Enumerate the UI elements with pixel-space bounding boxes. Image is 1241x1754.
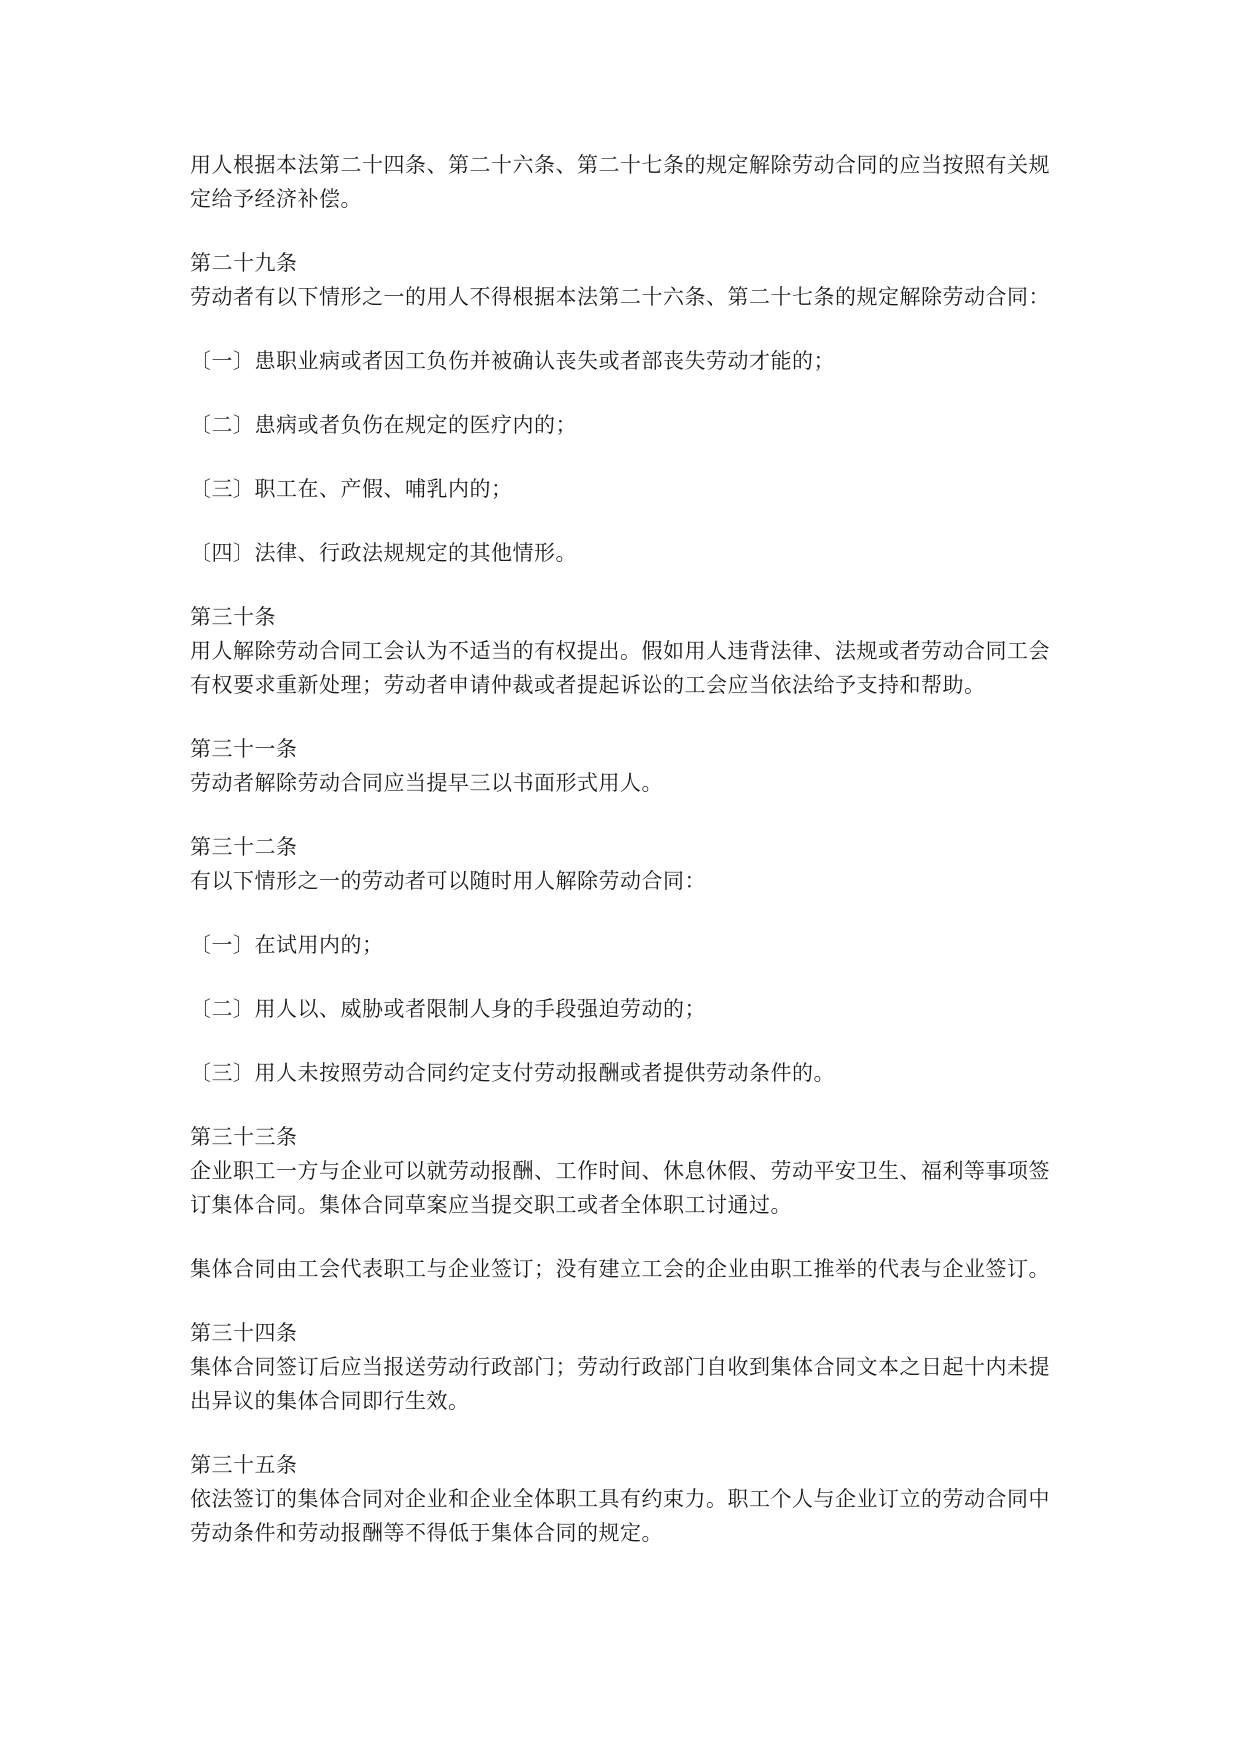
- article-31: [190, 732, 1070, 800]
- article-body: 劳动者解除劳动合同应当提早三以书面形式用人。: [190, 771, 663, 795]
- list-item: 〔四〕法律、行政法规规定的其他情形。: [190, 541, 577, 565]
- list-item: 〔一〕在试用内的；: [190, 933, 384, 957]
- article-33-extra-paragraph: 集体合同由工会代表职工与企业签订；没有建立工会的企业由职工推举的代表与企业签订。: [190, 1257, 1050, 1281]
- article-29: [190, 246, 1070, 314]
- list-item: 〔二〕患病或者负伤在规定的医疗内的；: [190, 413, 577, 437]
- article-heading: 第三十三条: [190, 1125, 298, 1149]
- article-body: 劳动者有以下情形之一的用人不得根据本法第二十六条、第二十七条的规定解除劳动合同：: [190, 285, 1050, 309]
- article-heading: 第三十二条: [190, 835, 298, 859]
- list-item: 〔三〕职工在、产假、哺乳内的；: [190, 477, 513, 501]
- article-heading: 第三十条: [190, 605, 276, 629]
- article-body: 有以下情形之一的劳动者可以随时用人解除劳动合同：: [190, 869, 706, 893]
- article-heading: 第三十一条: [190, 737, 298, 761]
- article-body: 集体合同签订后应当报送劳动行政部门；劳动行政部门自收到集体合同文本之日起十内未提出异议的集体合同即行生效。: [190, 1355, 1050, 1413]
- article-body: 依法签订的集体合同对企业和企业全体职工具有约束力。职工个人与企业订立的劳动合同中劳动条件和劳动报酬等不得低于集体合同的规定。: [190, 1487, 1050, 1545]
- article-body: 企业职工一方与企业可以就劳动报酬、工作时间、休息休假、劳动平安卫生、福利等事项签订集体合同。集体合同草案应当提交职工或者全体职工讨通过。: [190, 1159, 1050, 1217]
- article-32: [190, 830, 1070, 898]
- article-heading: 第二十九条: [190, 251, 298, 275]
- list-item: 〔二〕用人以、威胁或者限制人身的手段强迫劳动的；: [190, 997, 706, 1021]
- article-35: [190, 1448, 1070, 1550]
- article-heading: 第三十五条: [190, 1453, 298, 1477]
- article-33: [190, 1120, 1070, 1222]
- intro-paragraph: 用人根据本法第二十四条、第二十六条、第二十七条的规定解除劳动合同的应当按照有关规定给予经济补偿。: [190, 153, 1050, 211]
- article-34: [190, 1316, 1070, 1418]
- list-item: 〔一〕患职业病或者因工负伤并被确认丧失或者部丧失劳动才能的；: [190, 349, 835, 373]
- list-item: 〔三〕用人未按照劳动合同约定支付劳动报酬或者提供劳动条件的。: [190, 1061, 835, 1085]
- article-heading: 第三十四条: [190, 1321, 298, 1345]
- article-30: [190, 600, 1070, 702]
- document-body: [190, 148, 1070, 1580]
- article-body: 用人解除劳动合同工会认为不适当的有权提出。假如用人违背法律、法规或者劳动合同工会有权要求重新处理；劳动者申请仲裁或者提起诉讼的工会应当依法给予支持和帮助。: [190, 639, 1050, 697]
